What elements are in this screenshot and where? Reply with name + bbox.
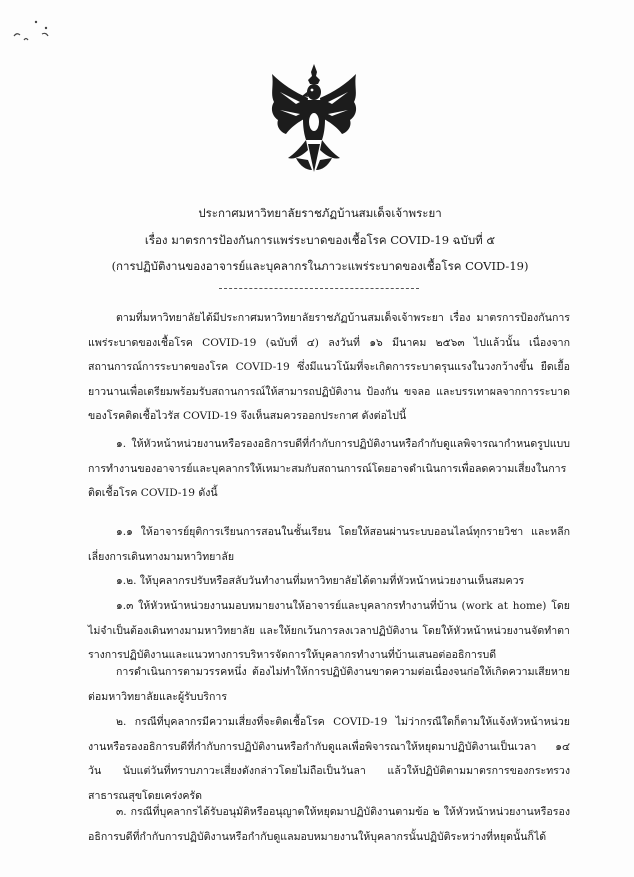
announcement-subtitle: (การปฏิบัติงานของอาจารย์และบุคลากรในภาวะแพร่ระบาดของเชื้อโรค COVID-19) (111, 259, 529, 273)
item-3-text: ๓. กรณีที่บุคลากรได้รับอนุมัติหรืออนุญาตให้หยุดมาปฏิบัติงานตามข้อ ๒ ให้หัวหน้าหน่วยงานหรือรองอธิการบดีที่กำกับการปฏิบัติงานหรือกำกับดูแลมอบหมายงานให้บุคลากรนั้นปฏิบัติระหว่างที่หยุดนั้นก็ได้ (88, 806, 570, 843)
item-2-text: ๒. กรณีที่บุคลากรมีความเสี่ยงที่จะติดเชื้อโรค COVID-19 ไม่ว่ากรณีใดก็ตามให้แจ้งหัวหน้าหน่วยงานหรือรองอธิการบดีที่กำกับการปฏิบัติงานหรือกำกับดูแลเพื่อพิจารณาให้หยุดมาปฏิบัติงานเป็นเวลา ๑๔ วัน นับแต่วันที่ทราบภาวะเสี่ยงดังกล่าวโดยไม่ถือเป็นวันลา แล้วให้ปฏิบัติตามมาตรการของกระทรวงสาธารณสุขโดยเคร่งครัด (88, 716, 570, 802)
intro-text: ตามที่มหาวิทยาลัยได้มีประกาศมหาวิทยาลัยราชภัฏบ้านสมเด็จเจ้าพระยา เรื่อง มาตรการป้องกันการแพร่ระบาดของเชื้อโรค COVID-19 (ฉบับที่ ๔) ลงวันที่ ๑๖ มีนาคม ๒๕๖๓ ไปแล้วนั้น เนื่องจากสถานการณ์การระบาดของโรค COVID-19 ซึ่งมีแนวโน้มที่จะเกิดการระบาดรุนแรงในวงกว้างขึ้น ยืดเยื้อยาวนานเพื่อเตรียมพร้อมรับสถานการณ์ให้สามารถปฏิบัติงาน ป้องกัน ขจลอ และบรรเทาผลจากการระบาดของโรคติดเชื้อไวรัส COVID-19 จึงเห็นสมควรออกประกาศ ดังต่อไปนี้ (88, 312, 570, 422)
item-1-3 (88, 594, 570, 668)
item-1-text: ๑. ให้หัวหน้าหน่วยงานหรือรองอธิการบดีที่กำกับการปฏิบัติงานหรือกำกับดูแลพิจารณากำหนดรูปแบบการทำงานของอาจารย์และบุคลากรให้เหมาะสมกับสถานการณ์โดยอาจดำเนินการเพื่อลดความเสี่ยงในการติดเชื้อโรค COVID-19 ดังนี้ (88, 438, 570, 499)
scan-marks (6, 14, 66, 54)
item-1 (88, 432, 570, 506)
item-1-2-text: ๑.๒. ให้บุคลากรปรับหรือสลับวันทำงานที่มหาวิทยาลัยได้ตามที่หัวหน้าหน่วยงานเห็นสมควร (116, 575, 525, 587)
item-1-1-text: ๑.๑ ให้อาจารย์ยุติการเรียนการสอนในชั้นเรียน โดยให้สอนผ่านระบบออนไลน์ทุกรายวิชา และหลีกเลี่ยงการเดินทางมามหาวิทยาลัย (88, 526, 570, 563)
item-2 (88, 710, 570, 808)
item-1-2 (88, 569, 570, 594)
item-1-note-text: การดำเนินการตามวรรคหนึ่ง ต้องไม่ทำให้การปฏิบัติงานขาดความต่อเนื่องจนก่อให้เกิดความเสียหายต่อมหาวิทยาลัยและผู้รับบริการ (88, 666, 570, 703)
announcement-title: ประกาศมหาวิทยาลัยราชภัฏบ้านสมเด็จเจ้าพระยา (198, 206, 442, 220)
header-divider (219, 288, 419, 289)
garuda-emblem (266, 62, 362, 174)
item-1-3-text: ๑.๓ ให้หัวหน้าหน่วยงานมอบหมายงานให้อาจารย์และบุคลากรทำงานที่บ้าน (work at home) โดยไม่จำเป็นต้องเดินทางมามหาวิทยาลัย และให้ยกเว้นการลงเวลาปฏิบัติงาน โดยให้หัวหน้าหน่วยงานจัดทำตารางการปฏิบัติงานและแนวทางการบริหารจัดการให้บุคลากรทำงานที่บ้านเสนอต่ออธิการบดี (88, 600, 570, 661)
item-3 (88, 800, 570, 849)
announcement-subject: เรื่อง มาตรการป้องกันการแพร่ระบาดของเชื้อโรค COVID-19 ฉบับที่ ๕ (144, 233, 496, 247)
item-1-1 (88, 520, 570, 569)
intro-paragraph (88, 306, 570, 429)
item-1-note (88, 660, 570, 709)
